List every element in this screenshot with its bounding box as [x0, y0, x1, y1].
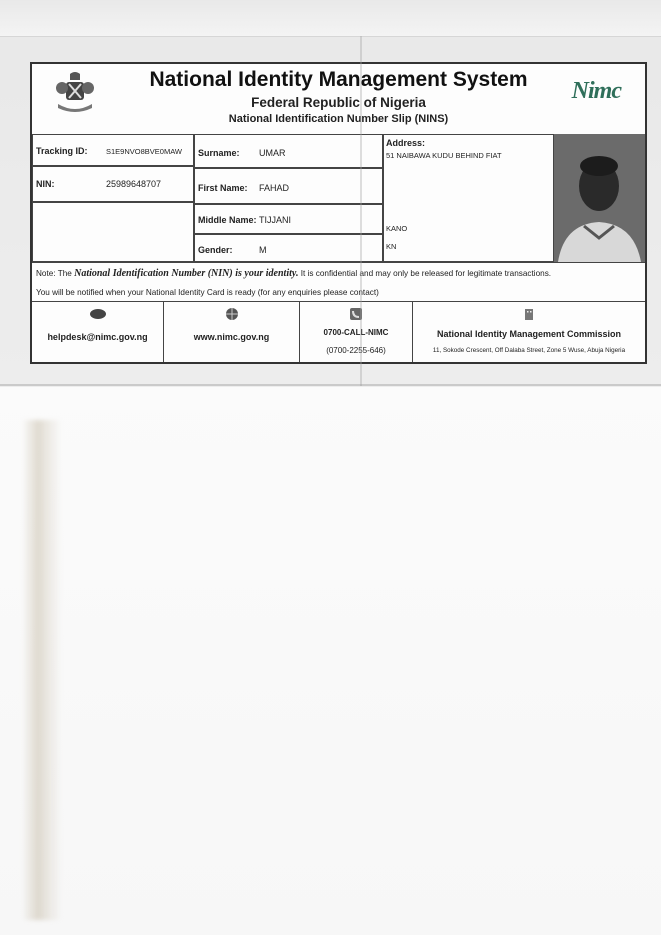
nin-value: 25989648707 [106, 179, 162, 189]
firstname-cell [194, 168, 383, 204]
middlename-label: Middle Name: [198, 215, 257, 225]
org-address: 11, Sokode Crescent, Off Dalaba Street, Zone 5 Wuse, Abuja Nigeria [432, 347, 626, 354]
lamination-edge [0, 384, 661, 386]
note-emphasis: National Identification Number (NIN) is your identity. [74, 268, 299, 279]
org-name: National Identity Management Commission [436, 329, 622, 339]
gender-cell [194, 234, 383, 262]
surname-value: UMAR [259, 148, 286, 158]
email-cell [32, 302, 164, 362]
surname-cell [194, 134, 383, 168]
nin-cell [32, 166, 194, 202]
paper-stain [22, 420, 62, 920]
globe-icon [224, 308, 240, 320]
nin-label: NIN: [36, 179, 55, 189]
note-prefix: Note: The [36, 269, 72, 278]
firstname-value: FAHAD [259, 183, 290, 193]
system-title: National Identity Management System [149, 68, 528, 91]
address-cell [383, 134, 554, 262]
address-state: KN [386, 242, 397, 251]
phone-word: 0700-CALL-NIMC [323, 328, 389, 337]
helpdesk-email[interactable]: helpdesk@nimc.gov.ng [47, 332, 148, 342]
address-city: KANO [386, 224, 408, 233]
note-line-1 [36, 268, 551, 279]
empty-left-cell [32, 202, 194, 262]
address-label: Address: [386, 138, 426, 148]
holder-photo [554, 134, 645, 262]
address-line1: 51 NAIBAWA KUDU BEHIND FIAT [386, 151, 502, 160]
slip-header [32, 64, 645, 135]
website-cell [164, 302, 300, 362]
note-area [32, 262, 645, 302]
mail-icon [90, 308, 106, 320]
firstname-label: First Name: [198, 183, 248, 193]
note-suffix: It is confidential and may only be released for legitimate transactions. [300, 269, 552, 278]
country-title: Federal Republic of Nigeria [251, 95, 426, 110]
gender-value: M [259, 245, 267, 255]
website-link[interactable]: www.nimc.gov.ng [193, 332, 270, 342]
surname-label: Surname: [198, 148, 240, 158]
tracking-value: S1E9NVO8BVE0MAW [106, 147, 182, 156]
nimc-logo-icon: Nimc [571, 78, 621, 104]
phone-digits: (0700-2255-646) [326, 346, 386, 355]
org-cell [413, 302, 645, 362]
building-icon [521, 308, 537, 320]
fold-crease [360, 36, 362, 386]
phone-cell [300, 302, 413, 362]
slip-title: National Identification Number Slip (NINS) [228, 113, 449, 125]
middlename-value: TIJJANI [259, 215, 292, 225]
tracking-label: Tracking ID: [36, 146, 88, 156]
tracking-cell [32, 134, 194, 166]
nin-slip [30, 62, 647, 364]
note-line-2: You will be notified when your National Identity Card is ready (for any enquiries please contact) [36, 288, 379, 297]
middlename-cell [194, 204, 383, 234]
gender-label: Gender: [198, 245, 233, 255]
person-silhouette-icon [554, 134, 645, 262]
